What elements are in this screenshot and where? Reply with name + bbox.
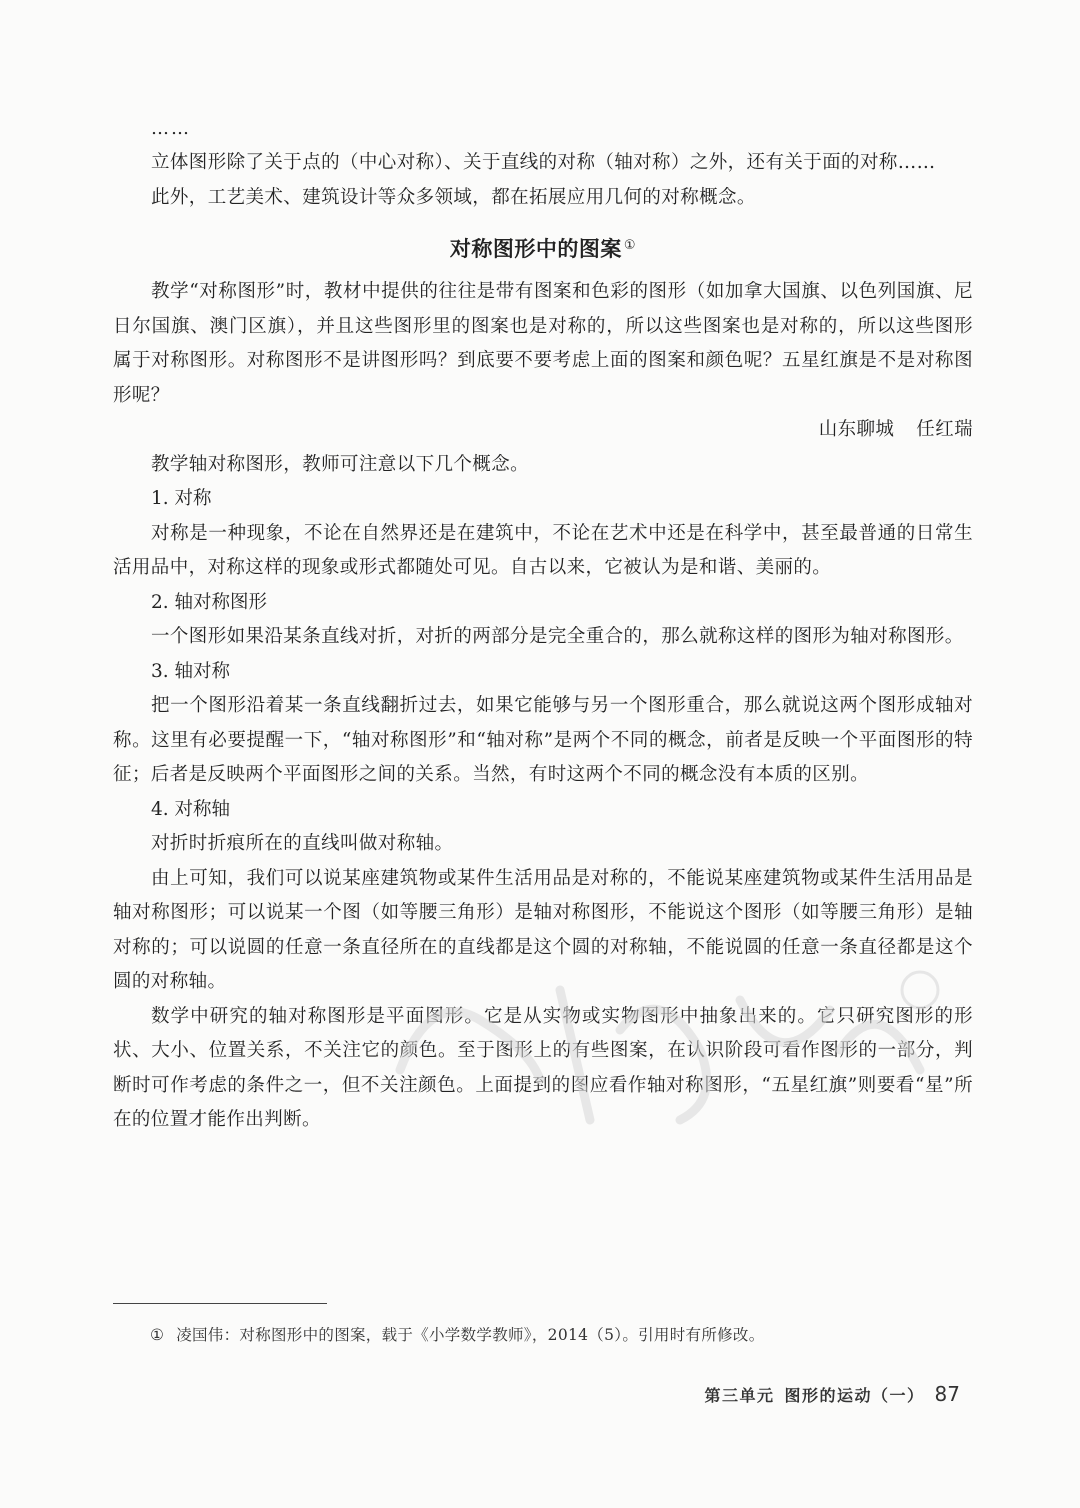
section-title-text: 对称图形中的图案: [449, 237, 622, 261]
footnote-ref: ①: [623, 238, 637, 253]
author-name: 任红瑞: [916, 419, 973, 440]
footer-chapter-title: 图形的运动（一）: [784, 1386, 925, 1405]
footnote: [150, 1323, 765, 1345]
item-text-axis: 对折时折痕所在的直线叫做对称轴。: [151, 833, 454, 854]
conclusion-paragraph-1: 由上可知，我们可以说某座建筑物或某件生活用品是对称的，不能说某座建筑物或某件生活用品是轴对称图形；可以说某一个图（如等腰三角形）是轴对称图形，不能说这个图形（如等腰三角形）是轴对称的；可以说圆的任意一条直径所在的直线都是这个圆的对称轴，不能说圆的任意一条直径都是这个圆的对称轴。: [113, 867, 973, 992]
item-heading-axis: 4. 对称轴: [151, 798, 231, 820]
item-text-axial-symmetry: 把一个图形沿着某一条直线翻折过去，如果它能够与另一个图形重合，那么就说这两个图形成轴对称。这里有必要提醒一下，“轴对称图形”和“轴对称”是两个不同的概念，前者是反映一个平面图形的特征；后者是反映两个平面图形之间的关系。当然，有时这两个不同的概念没有本质的区别。: [113, 695, 973, 785]
item-heading-axial-symmetry: 3. 轴对称: [151, 660, 231, 682]
footnote-mark: ①: [150, 1326, 165, 1344]
ellipsis: ……: [151, 118, 191, 139]
conclusion-paragraph-2: 数学中研究的轴对称图形是平面图形。它是从实物或实物图形中抽象出来的。它只研究图形的形状、大小、位置关系，不关注它的颜色。至于图形上的有些图案，在认识阶段可看作图形的一部分，判断时可作考虑的条件之一，但不关注颜色。上面提到的图应看作轴对称图形，“五星红旗”则要看“星”所在的位置才能作出判断。: [113, 1005, 973, 1130]
footnote-text: 凌国伟：对称图形中的图案，载于《小学数学教师》，2014（5）。引用时有所修改。: [176, 1326, 765, 1344]
footnote-rule: [113, 1303, 327, 1304]
page-number: 87: [934, 1382, 960, 1406]
page-footer: [705, 1382, 960, 1406]
intro-paragraph: 教学轴对称图形，教师可注意以下几个概念。: [151, 453, 530, 475]
section-title: [113, 233, 973, 263]
paragraph-3d-symmetry: 立体图形除了关于点的（中心对称）、关于直线的对称（轴对称）之外，还有关于面的对称……: [151, 152, 936, 173]
footer-unit: 第三单元: [704, 1386, 775, 1405]
paragraph-applications: 此外，工艺美术、建筑设计等众多领域，都在拓展应用几何的对称概念。: [151, 186, 756, 208]
author-place: 山东聊城: [818, 419, 895, 440]
page-body: [113, 112, 973, 1138]
question-paragraph: 教学“对称图形”时，教材中提供的往往是带有图案和色彩的图形（如加拿大国旗、以色列国旗、尼日尔国旗、澳门区旗），并且这些图形里的图案也是对称的，所以这些图案也是对称的，所以这些图形属于对称图形。对称图形不是讲图形吗？到底要不要考虑上面的图案和颜色呢？五星红旗是不是对称图形呢？: [113, 281, 973, 406]
author-line: [113, 413, 973, 448]
item-text-symmetry: 对称是一种现象，不论在自然界还是在建筑中，不论在艺术中还是在科学中，甚至最普通的日常生活用品中，对称这样的现象或形式都随处可见。自古以来，它被认为是和谐、美丽的。: [113, 522, 973, 578]
item-heading-symmetry: 1. 对称: [151, 488, 212, 509]
item-text-axis-figure: 一个图形如果沿某条直线对折，对折的两部分是完全重合的，那么就称这样的图形为轴对称图形。: [151, 626, 964, 647]
item-heading-axis-figure: 2. 轴对称图形: [151, 591, 268, 613]
